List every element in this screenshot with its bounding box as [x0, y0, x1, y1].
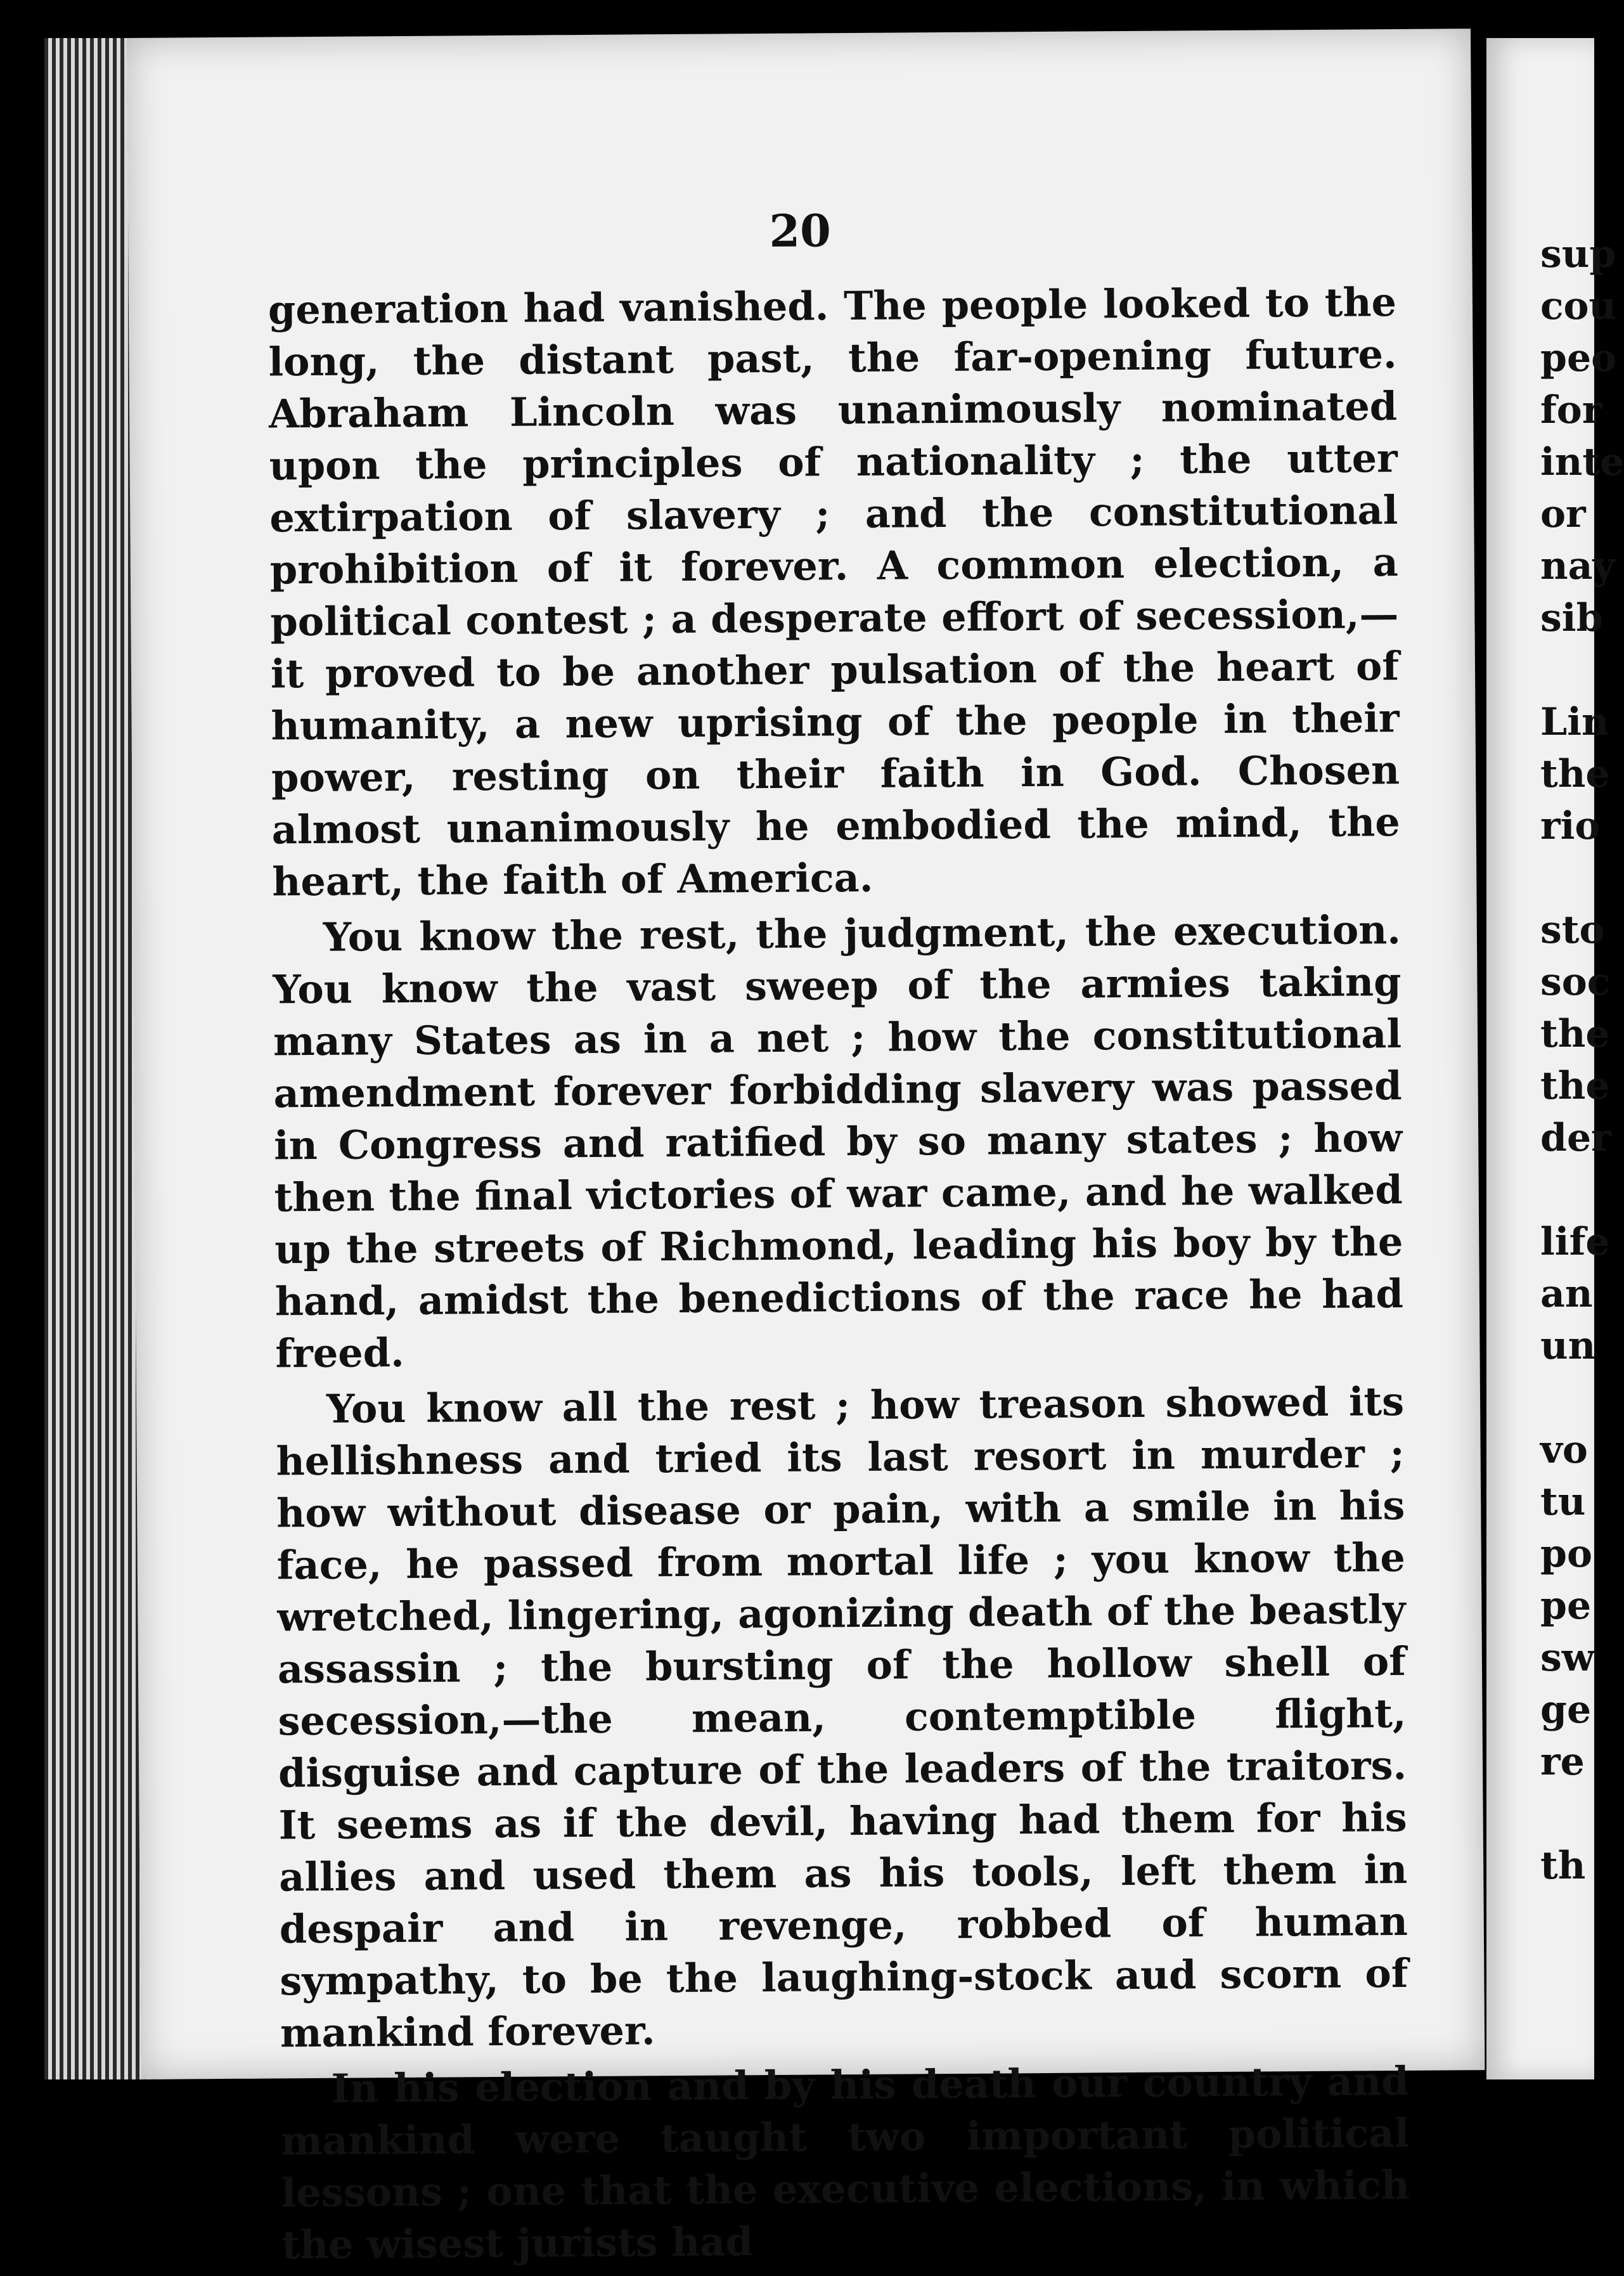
page-text [268, 276, 1410, 2275]
paragraph-3: You know all the rest ; how treason showed its hellishness and tried its last resort in murder ; how without disease or pain, with a smile in his face, he passed from mortal life ; you know the wretched, lingering, agonizing death of the beastly assassin ; the bursting of the hollow shell of secession,—the mean, contemptible flight, disguise and capture of the leaders of the traitors. It seems as if the devil, having had them for his allies and used them as his tools, left them in despair and in revenge, robbed of human sympathy, to be the laughing-stock aud scorn of mankind forever. [276, 1378, 1408, 2057]
facing-page-fragment: vo [1540, 1428, 1588, 1472]
facing-page-fragment: der [1540, 1116, 1611, 1160]
facing-page-fragment: life [1540, 1220, 1610, 1264]
facing-page-fragment [1540, 644, 1624, 696]
facing-page-fragment: soc [1540, 960, 1611, 1004]
paragraph-1: generation had vanished. The people looked to the long, the distant past, the far-opening future. Abraham Lincoln was unanimously nominated upon the principles of nationality ; the utter extirpation of slavery ; and the constitutional prohibition of it forever. A common election, a political contest ; a desperate effort of secession,—it proved to be another pulsation of the heart of humanity, a new uprising of the people in their power, resting on their faith in God. Chosen almost unanimously he embodied the mind, the heart, the faith of America. [267, 279, 1400, 905]
facing-page-fragment [1540, 1372, 1624, 1424]
facing-page-fragment: sw [1540, 1636, 1595, 1680]
facing-page-fragment: the [1540, 752, 1610, 796]
facing-page-fragment: po [1540, 1532, 1592, 1576]
facing-page-fragment: inte [1540, 440, 1624, 484]
facing-page-fragment [1540, 1788, 1624, 1840]
facing-page-fragment: rio [1540, 804, 1601, 848]
facing-page-fragment: pe [1540, 1584, 1592, 1628]
paragraph-2: You know the rest, the judgment, the execution. You know the vast sweep of the armies taking many States as in a net ; how the constitutional amendment forever forbidding slavery was passed in Congress and ratified by so many states ; how then the final victories of war came, and he walked up the streets of Richmond, leading his boy by the hand, amidst the benedictions of the race he had freed. [273, 907, 1404, 1377]
facing-page-fragment [1540, 852, 1624, 904]
facing-page-fragment: nay [1540, 544, 1615, 588]
facing-page-fragment: ge [1540, 1688, 1592, 1732]
facing-page-fragment: un [1540, 1324, 1596, 1368]
facing-page-fragment: sup [1540, 232, 1616, 276]
facing-page-fragment: re [1540, 1740, 1585, 1784]
paragraph-4: In his election and by his death our country and mankind were taught two important political lessons ; one that the executive elections, in which the wisest jurists had [280, 2057, 1410, 2268]
facing-page-fragment: the [1540, 1064, 1610, 1108]
facing-page-fragment: sib [1540, 596, 1603, 640]
facing-page-fragment: an [1540, 1272, 1593, 1316]
facing-page-fragment: peo [1540, 336, 1617, 380]
facing-page-fragment: the [1540, 1012, 1610, 1056]
facing-page-fragment: for [1540, 388, 1602, 432]
facing-page-fragment: th [1540, 1844, 1586, 1888]
facing-page-fragment: or [1540, 492, 1586, 536]
facing-page-fragments [1540, 228, 1624, 1892]
facing-page-fragment: sto [1540, 908, 1605, 952]
facing-page-fragment: Lin [1540, 700, 1609, 744]
facing-page-fragment: cou [1540, 284, 1617, 328]
page-number: 20 [769, 204, 832, 257]
left-page [127, 29, 1485, 2268]
facing-page-fragment [1540, 1164, 1624, 1216]
facing-page-fragment: tu [1540, 1480, 1586, 1524]
